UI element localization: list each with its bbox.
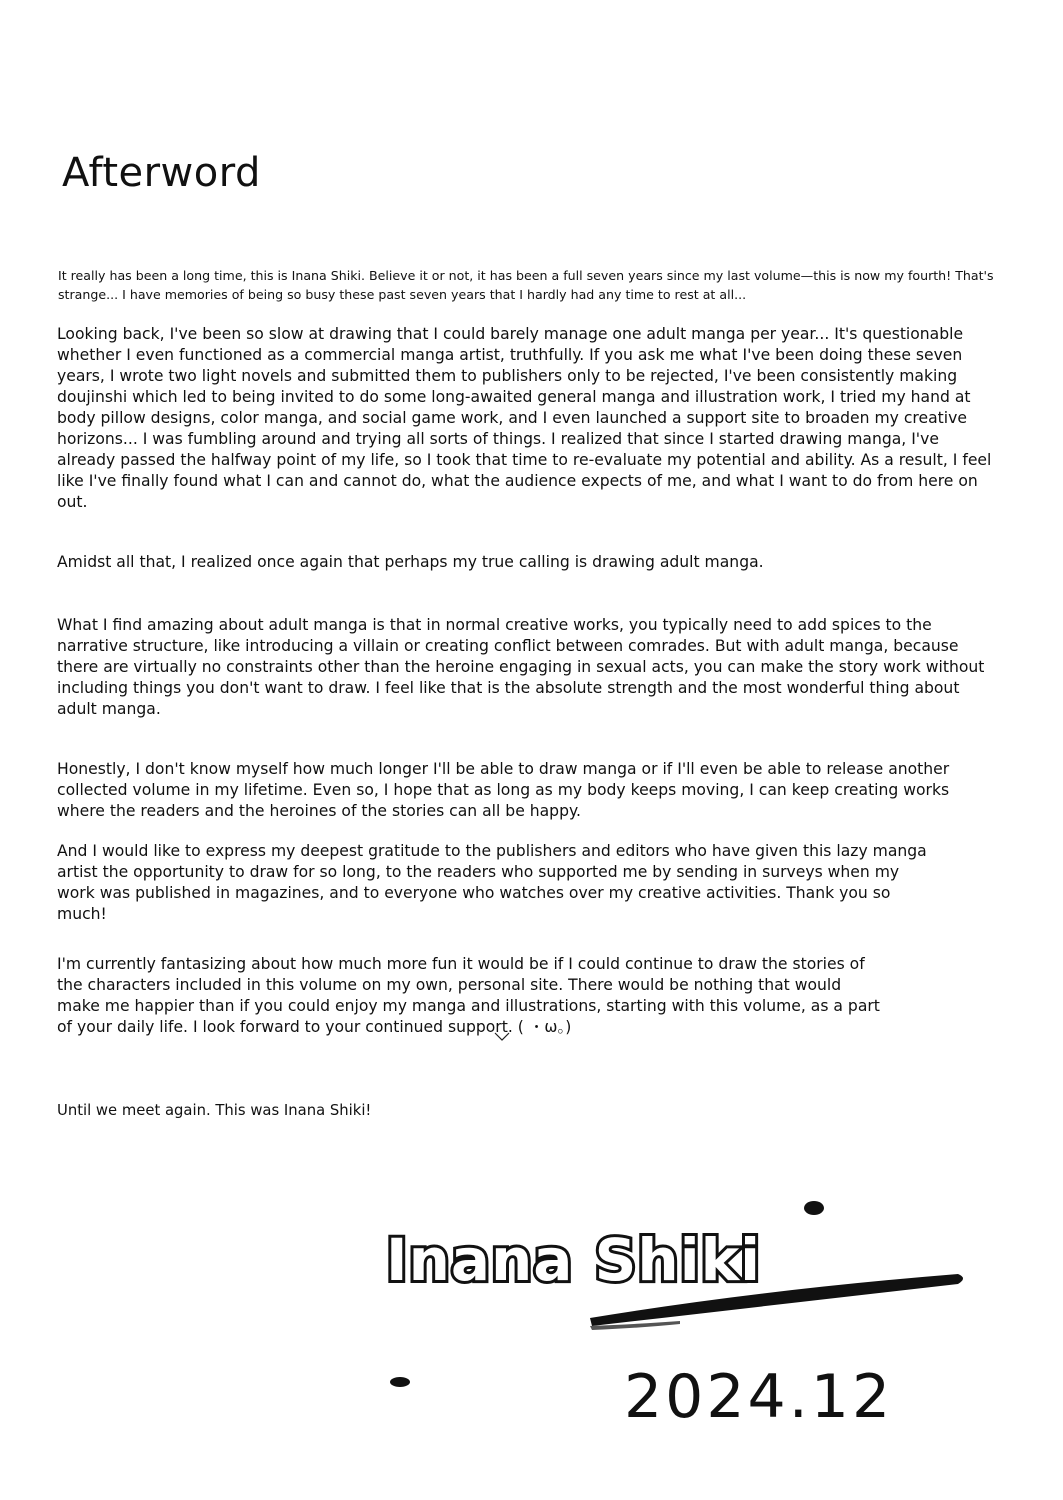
paragraph-looking-back: Looking back, I've been so slow at drawing that I could barely manage one adult manga per year... It's questionable whether I even functioned as a commercial manga artist, truthfully. If you ask me what I've been doing these seven years, I wrote two light novels and submitted them to publishers only to be rejected, I've been consistently making doujinshi which led to being invited to do some long-awaited general manga and illustration work, I tried my hand at body pillow designs, color manga, and social game work, and I even launched a support site to broaden my creative horizons... I was fumbling around and trying all sorts of things. I realized that since I started drawing manga, I've already passed the halfway point of my life, so I took that time to re-evaluate my potential and ability. As a result, I feel like I've finally found what I can and cannot do, what the audience expects of me, and what I want to do from here on out. bbox=[57, 325, 992, 511]
date-stamp: 2024.12 bbox=[624, 1362, 894, 1432]
page-title: Afterword bbox=[62, 150, 261, 196]
paragraph-fantasizing: I'm currently fantasizing about how much more fun it would be if I could continue to draw the stories of the characters included in this volume on my own, personal site. There would be nothing that would make me happier than if you could enjoy my manga and illustrations, starting with this volume, as a part of your daily life. I look forward to your continued support. ( ・ω。) bbox=[57, 955, 880, 1036]
paragraph-true-calling: Amidst all that, I realized once again that perhaps my true calling is drawing adult manga. bbox=[57, 553, 764, 571]
chevron-down-icon bbox=[494, 1032, 510, 1042]
paragraph-gratitude: And I would like to express my deepest gratitude to the publishers and editors who have given this lazy manga artist the opportunity to draw for so long, to the readers who supported me by sending in surveys when my work was published in magazines, and to everyone who watches over my creative activities. Thank you so much! bbox=[57, 842, 927, 923]
paragraph-closing: Until we meet again. This was Inana Shiki! bbox=[57, 1102, 372, 1119]
paragraph-honestly: Honestly, I don't know myself how much longer I'll be able to draw manga or if I'll even be able to release another collected volume in my lifetime. Even so, I hope that as long as my body keeps moving, I can keep creating works where the readers and the heroines of the stories can all be happy. bbox=[57, 760, 950, 820]
signature-name: Inana Shiki bbox=[386, 1226, 762, 1294]
intro-paragraph: It really has been a long time, this is Inana Shiki. Believe it or not, it has been a full seven years since my last volume—this is now my fourth! That's strange... I have memories of being so busy these past seven years that I hardly had any time to rest at all... bbox=[58, 268, 994, 302]
paragraph-adult-manga: What I find amazing about adult manga is that in normal creative works, you typically need to add spices to the narrative structure, like introducing a villain or creating conflict between comrades. But with adult manga, because there are virtually no constraints other than the heroine engaging in sexual acts, you can make the story work without including things you don't want to draw. I feel like that is the absolute strength and the most wonderful thing about adult manga. bbox=[57, 616, 985, 718]
